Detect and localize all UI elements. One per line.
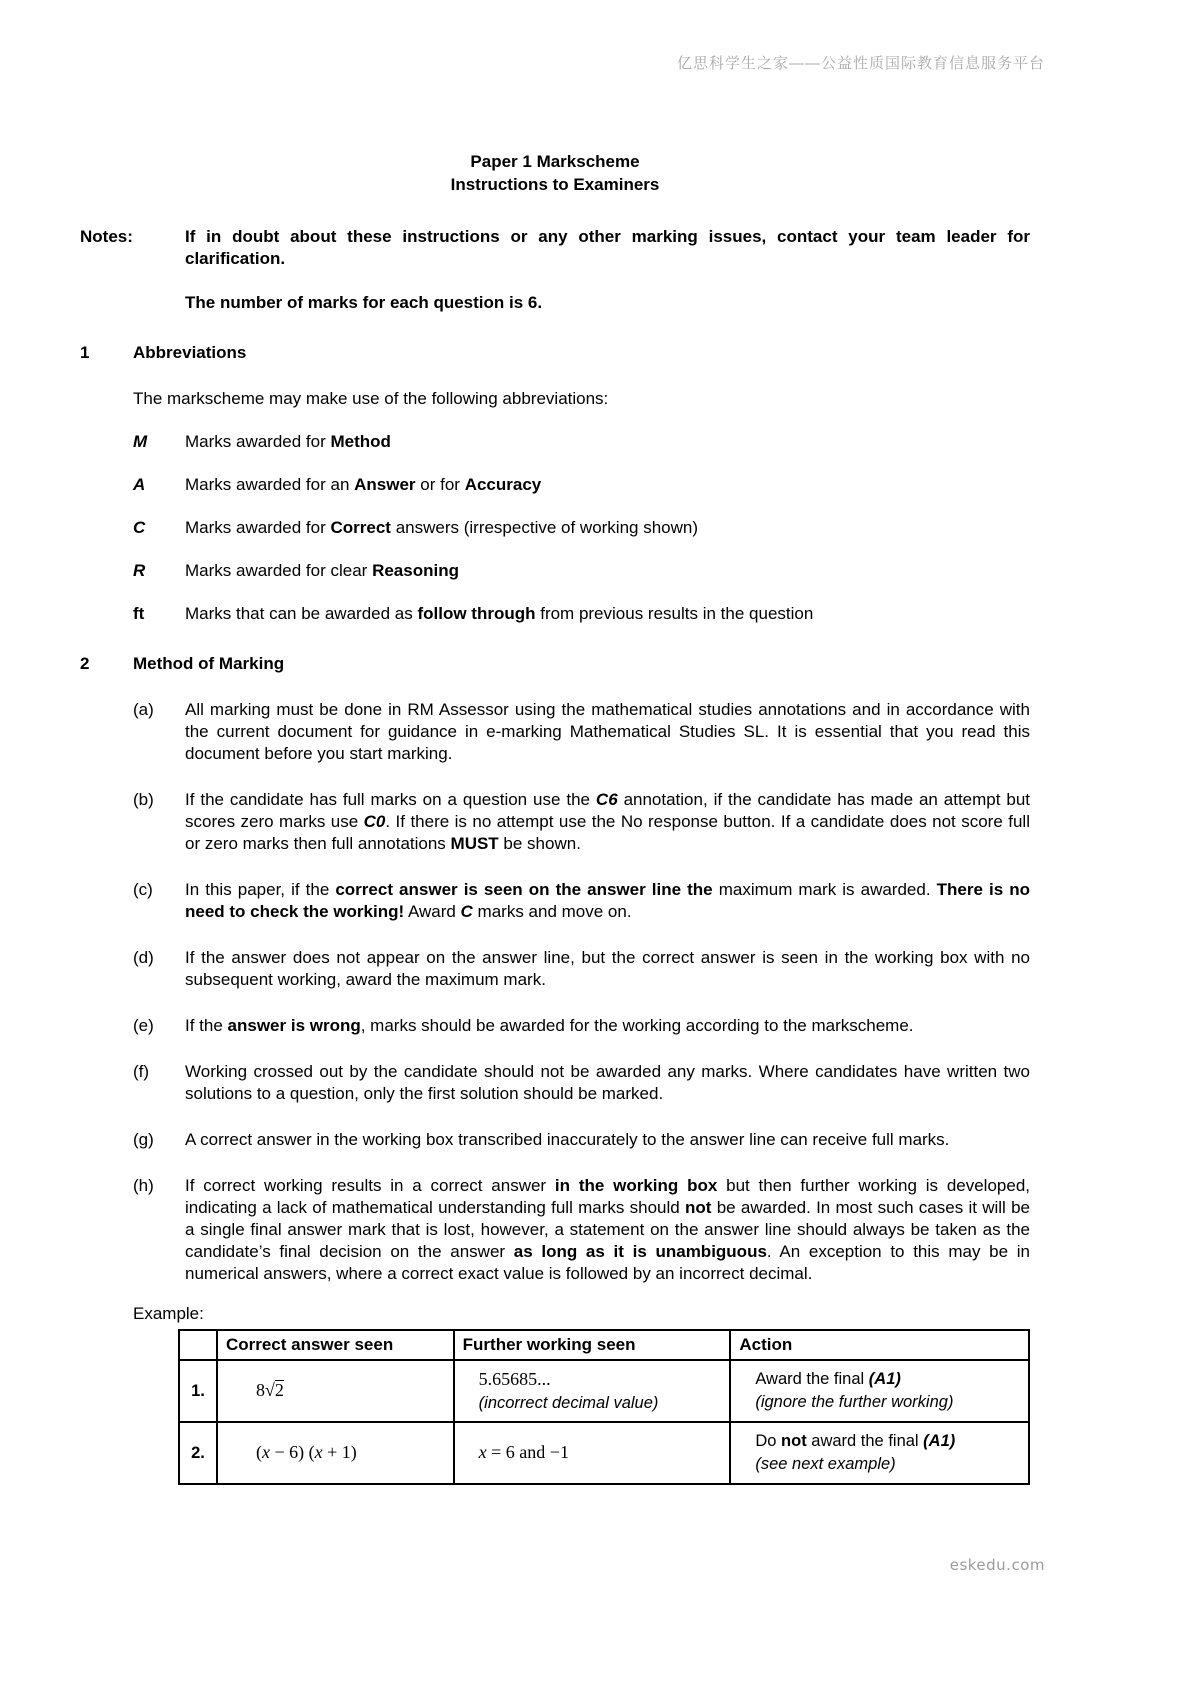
method-text-g: A correct answer in the working box transcribed inaccurately to the answer line can receive full marks.: [185, 1130, 950, 1149]
example-row-2: [179, 1422, 1029, 1484]
abbreviation-label-a: A: [133, 475, 146, 494]
abbreviation-item-m: [133, 431, 1030, 453]
example-row-1: [179, 1360, 1029, 1422]
method-label-e: (e): [133, 1016, 154, 1035]
method-label-d: (d): [133, 948, 154, 967]
abbreviation-item-c: [133, 517, 1030, 539]
section-2-heading: [80, 653, 1030, 675]
method-label-c: (c): [133, 880, 153, 899]
action-text: Do not award the final (A1): [755, 1432, 956, 1450]
method-text-f: Working crossed out by the candidate should not be awarded any marks. Where candidates have written two solutions to a question, only the first solution should be marked.: [185, 1062, 1030, 1103]
abbreviation-label-c: C: [133, 518, 146, 537]
further-working-note: (incorrect decimal value): [478, 1393, 659, 1412]
method-label-f: (f): [133, 1062, 150, 1081]
method-item-d: [133, 947, 1030, 991]
example-row-1-action: [730, 1360, 1029, 1422]
abbreviation-item-a: [133, 474, 1030, 496]
action-note: (see next example): [755, 1455, 896, 1473]
method-list: [133, 699, 1030, 1285]
method-item-c: [133, 879, 1030, 923]
example-row-1-further-working: [454, 1360, 731, 1422]
example-table: [178, 1329, 1030, 1485]
example-row-2-correct-answer: (x − 6) (x + 1): [217, 1422, 454, 1484]
method-item-g: [133, 1129, 1030, 1151]
section-2-number: 2: [80, 654, 90, 673]
example-header-row: [179, 1330, 1029, 1360]
example-header-correct: Correct answer seen: [217, 1330, 454, 1360]
example-header-action: Action: [730, 1330, 1029, 1360]
section-1-heading: [80, 342, 1030, 364]
method-text-h: If correct working results in a correct answer in the working box but then further working is developed, indicating a lack of mathematical understanding full marks should not be awarded. In most such cases it will be a single final answer mark that is lost, however, a statement on the answer line should always be taken as the candidate’s final decision on the answer as long as it is unambiguous. An exception to this may be in numerical answers, where a correct exact value is followed by an incorrect decimal.: [185, 1176, 1031, 1283]
section-1-number: 1: [80, 343, 90, 362]
further-working-value: 5.65685...: [478, 1368, 551, 1389]
example-row-2-number: 2.: [179, 1422, 217, 1484]
method-item-a: [133, 699, 1030, 765]
example-row-1-number: 1.: [179, 1360, 217, 1422]
further-working-value: x = 6 and −1: [478, 1442, 569, 1462]
method-label-b: (b): [133, 790, 154, 809]
example-header-further: Further working seen: [454, 1330, 731, 1360]
abbreviation-text-m: Marks awarded for Method: [185, 432, 391, 451]
footer-watermark: eskedu.com: [949, 1556, 1045, 1574]
document-content: [80, 150, 1030, 1485]
method-item-b: [133, 789, 1030, 855]
method-text-e: If the answer is wrong, marks should be awarded for the working according to the markscheme.: [185, 1016, 914, 1035]
example-row-1-correct-answer: 8√2: [217, 1360, 454, 1422]
method-text-c: In this paper, if the correct answer is seen on the answer line the maximum mark is awarded. There is no need to check the working! Award C marks and move on.: [185, 880, 1030, 921]
abbreviation-item-r: [133, 560, 1030, 582]
section-1-title: Abbreviations: [133, 343, 247, 362]
action-text: Award the final (A1): [755, 1370, 901, 1388]
example-row-2-action: [730, 1422, 1029, 1484]
notes-paragraph-2: The number of marks for each question is 6.: [185, 293, 543, 312]
abbreviation-item-ft: [133, 603, 1030, 625]
section-2-title: Method of Marking: [133, 654, 285, 673]
notes-body: [185, 226, 1030, 314]
method-label-h: (h): [133, 1176, 154, 1195]
doc-title: [80, 150, 1030, 196]
abbreviation-text-r: Marks awarded for clear Reasoning: [185, 561, 459, 580]
example-row-2-further-working: [454, 1422, 731, 1484]
notes-block: [80, 226, 1030, 314]
notes-label: Notes:: [80, 227, 133, 246]
action-note: (ignore the further working): [755, 1393, 954, 1411]
abbreviation-label-r: R: [133, 561, 146, 580]
method-item-e: [133, 1015, 1030, 1037]
abbreviation-text-a: Marks awarded for an Answer or for Accuracy: [185, 475, 542, 494]
method-item-f: [133, 1061, 1030, 1105]
method-text-a: All marking must be done in RM Assessor using the mathematical studies annotations and in accordance with the current document for guidance in e-marking Mathematical Studies SL. It is essential that you read this document before you start marking.: [185, 700, 1030, 763]
doc-title-line2: Instructions to Examiners: [450, 175, 660, 194]
abbreviation-label-m: M: [133, 432, 148, 451]
method-text-b: If the candidate has full marks on a question use the C6 annotation, if the candidate has made an attempt but scores zero marks use C0. If there is no attempt use the No response button. If a candidate does not score full or zero marks then full annotations MUST be shown.: [185, 790, 1031, 853]
method-item-h: [133, 1175, 1030, 1285]
example-label: Example:: [133, 1304, 204, 1323]
doc-title-line1: Paper 1 Markscheme: [470, 152, 640, 171]
header-watermark: 亿思科学生之家——公益性质国际教育信息服务平台: [676, 55, 1045, 72]
abbreviation-text-ft: Marks that can be awarded as follow through from previous results in the question: [185, 604, 814, 623]
abbreviations-intro: The markscheme may make use of the following abbreviations:: [133, 389, 609, 408]
abbreviation-text-c: Marks awarded for Correct answers (irrespective of working shown): [185, 518, 699, 537]
example-header-blank: [179, 1330, 217, 1360]
abbreviation-label-ft: ft: [133, 604, 145, 623]
method-label-a: (a): [133, 700, 154, 719]
abbreviations-list: [133, 431, 1030, 625]
method-text-d: If the answer does not appear on the answer line, but the correct answer is seen in the working box with no subsequent working, award the maximum mark.: [185, 948, 1030, 989]
method-label-g: (g): [133, 1130, 154, 1149]
notes-paragraph-1: If in doubt about these instructions or any other marking issues, contact your team leader for clarification.: [185, 227, 1030, 268]
